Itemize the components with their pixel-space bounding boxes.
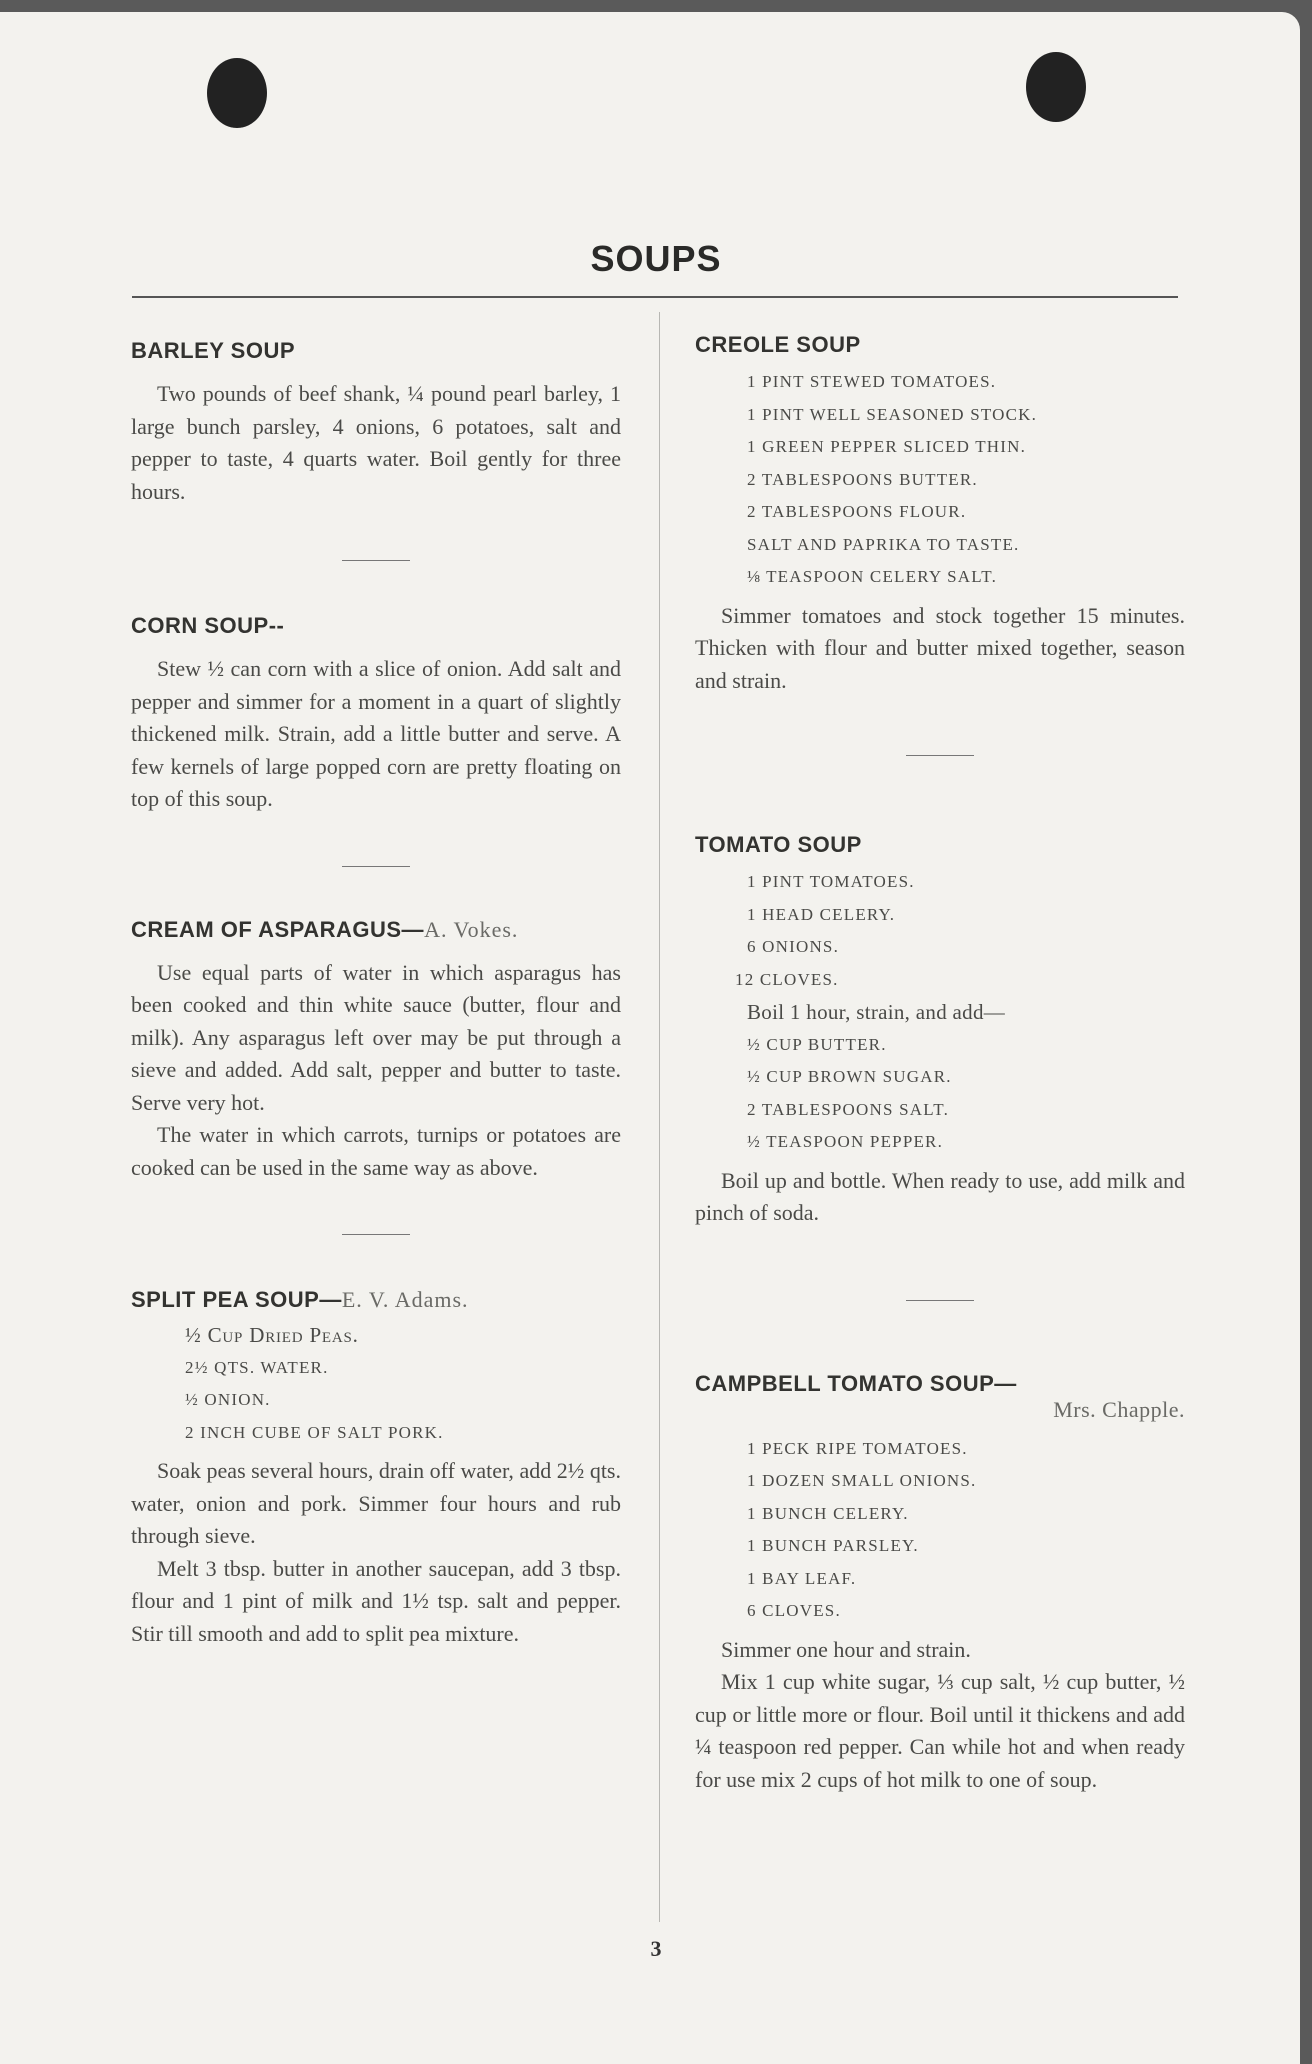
recipe-paragraph: Stew ½ can corn with a slice of onion. Add salt and pepper and simmer for a moment in a quart of slightly thickened milk. Strain, add a little butter and serve. A few kernels of large popped corn are pretty floating on top of this soup. xyxy=(131,656,621,811)
recipe-paragraph: Melt 3 tbsp. butter in another saucepan, add 3 tbsp. flour and 1 pint of milk and 1½ tsp. salt and pepper. Stir till smooth and add to split pea mixture. xyxy=(131,1555,621,1646)
ingredient-item: 1 PINT STEWED TOMATOES. xyxy=(747,372,997,391)
recipe-paragraph: Use equal parts of water in which asparagus has been cooked and thin white sauce (butter, flour and milk). Any asparagus left over may be put through a sieve and added. Add salt, pepper and butter to taste. Serve very hot. xyxy=(131,959,621,1115)
ingredient-item: ⅛ TEASPOON CELERY SALT. xyxy=(747,567,998,586)
right-column xyxy=(695,332,1185,1796)
ingredient-item: 1 PINT WELL SEASONED STOCK. xyxy=(747,404,1038,424)
ingredient-item: 1 BAY LEAF. xyxy=(747,1568,857,1588)
ingredient-list xyxy=(695,1433,1185,1628)
recipe-paragraph: Simmer tomatoes and stock together 15 minutes. Thicken with flour and butter mixed together, season and strain. xyxy=(695,602,1185,693)
recipe-barley-soup xyxy=(131,338,621,508)
binder-hole-left xyxy=(207,58,267,128)
ingredient-item: 1 GREEN PEPPER SLICED THIN. xyxy=(747,437,1027,456)
recipe-heading: CAMPBELL TOMATO SOUP— xyxy=(695,1370,1017,1396)
page-number: 3 xyxy=(650,1936,662,1961)
recipe-heading: SPLIT PEA SOUP—E. V. Adams. xyxy=(131,1287,469,1312)
ingredient-item: 2 TABLESPOONS FLOUR. xyxy=(747,502,967,521)
recipe-heading: CREOLE SOUP xyxy=(695,332,861,357)
recipe-paragraph: Soak peas several hours, drain off water, add 2½ qts. water, onion and pork. Simmer four hours and rub through sieve. xyxy=(131,1458,621,1548)
ingredient-item: 1 PINT TOMATOES. xyxy=(747,872,915,891)
ingredient-step: Boil 1 hour, strain, and add— xyxy=(747,1000,1006,1024)
recipe-campbell-tomato-soup xyxy=(695,1371,1185,1797)
ingredient-item: 1 BUNCH CELERY. xyxy=(747,1503,909,1523)
recipe-heading: CREAM OF ASPARAGUS—A. Vokes. xyxy=(131,916,519,942)
ingredient-list xyxy=(131,1319,621,1449)
ingredient-item: ½ Cup Dried Peas. xyxy=(185,1323,359,1347)
ingredient-item: 6 ONIONS. xyxy=(747,937,840,956)
ingredient-item: SALT AND PAPRIKA TO TASTE. xyxy=(747,534,1020,554)
title-rule xyxy=(132,296,1178,298)
ingredient-list xyxy=(695,366,1185,594)
recipe-paragraph: The water in which carrots, turnips or potatoes are cooked can be used in the same way as above. xyxy=(131,1122,621,1180)
ingredient-item: ½ TEASPOON PEPPER. xyxy=(747,1132,944,1151)
ingredient-item: 2 INCH CUBE OF SALT PORK. xyxy=(185,1422,444,1442)
recipe-paragraph: Two pounds of beef shank, ¼ pound pearl barley, 1 large bunch parsley, 4 onions, 6 potatoes, salt and pepper to taste, 4 quarts water. Boil gently for three hours. xyxy=(131,381,621,504)
ingredient-item: 1 BUNCH PARSLEY. xyxy=(747,1536,919,1555)
recipe-paragraph: Boil up and bottle. When ready to use, add milk and pinch of soda. xyxy=(695,1167,1185,1225)
ingredient-item: ½ CUP BUTTER. xyxy=(747,1034,887,1054)
ingredient-item: 1 PECK RIPE TOMATOES. xyxy=(747,1438,968,1458)
recipe-heading: TOMATO SOUP xyxy=(695,832,862,857)
ingredient-item: 1 DOZEN SMALL ONIONS. xyxy=(747,1471,977,1490)
recipe-creole-soup xyxy=(695,332,1185,697)
ingredient-item: 1 HEAD CELERY. xyxy=(747,904,896,924)
column-divider xyxy=(659,312,660,1922)
ingredient-list xyxy=(695,866,1185,1159)
binder-hole-right xyxy=(1026,52,1086,122)
recipe-separator xyxy=(906,1300,974,1301)
recipe-separator xyxy=(342,560,410,561)
recipe-separator xyxy=(342,866,410,867)
ingredient-item: 2½ QTS. WATER. xyxy=(185,1357,329,1377)
ingredient-item: 2 TABLESPOONS SALT. xyxy=(747,1099,950,1119)
ingredient-item: ½ ONION. xyxy=(185,1390,271,1409)
recipe-separator xyxy=(906,755,974,756)
ingredient-item: 6 CLOVES. xyxy=(747,1601,841,1620)
recipe-author: Mrs. Chapple. xyxy=(1053,1396,1185,1422)
recipe-separator xyxy=(342,1234,410,1235)
left-column xyxy=(131,338,621,1650)
recipe-cream-of-asparagus xyxy=(131,917,621,1185)
recipe-paragraph: Mix 1 cup white sugar, ⅓ cup salt, ½ cup butter, ½ cup or little more or flour. Boil until it thickens and add ¼ teaspoon red pepper. Can while hot and when ready for use mix 2 cups of hot milk to one of soup. xyxy=(695,1669,1185,1792)
recipe-corn-soup xyxy=(131,613,621,816)
ingredient-item: 2 TABLESPOONS BUTTER. xyxy=(747,469,978,489)
recipe-heading: BARLEY SOUP xyxy=(131,338,296,363)
recipe-split-pea-soup xyxy=(131,1287,621,1650)
page-title: SOUPS xyxy=(590,238,722,279)
recipe-paragraph: Simmer one hour and strain. xyxy=(721,1636,971,1662)
recipe-tomato-soup xyxy=(695,832,1185,1230)
ingredient-item: ½ CUP BROWN SUGAR. xyxy=(747,1067,952,1086)
ingredient-item: 12 CLOVES. xyxy=(735,969,839,989)
recipe-author: A. Vokes. xyxy=(424,916,519,942)
recipe-heading: CORN SOUP-- xyxy=(131,613,285,638)
recipe-author: E. V. Adams. xyxy=(341,1287,469,1312)
